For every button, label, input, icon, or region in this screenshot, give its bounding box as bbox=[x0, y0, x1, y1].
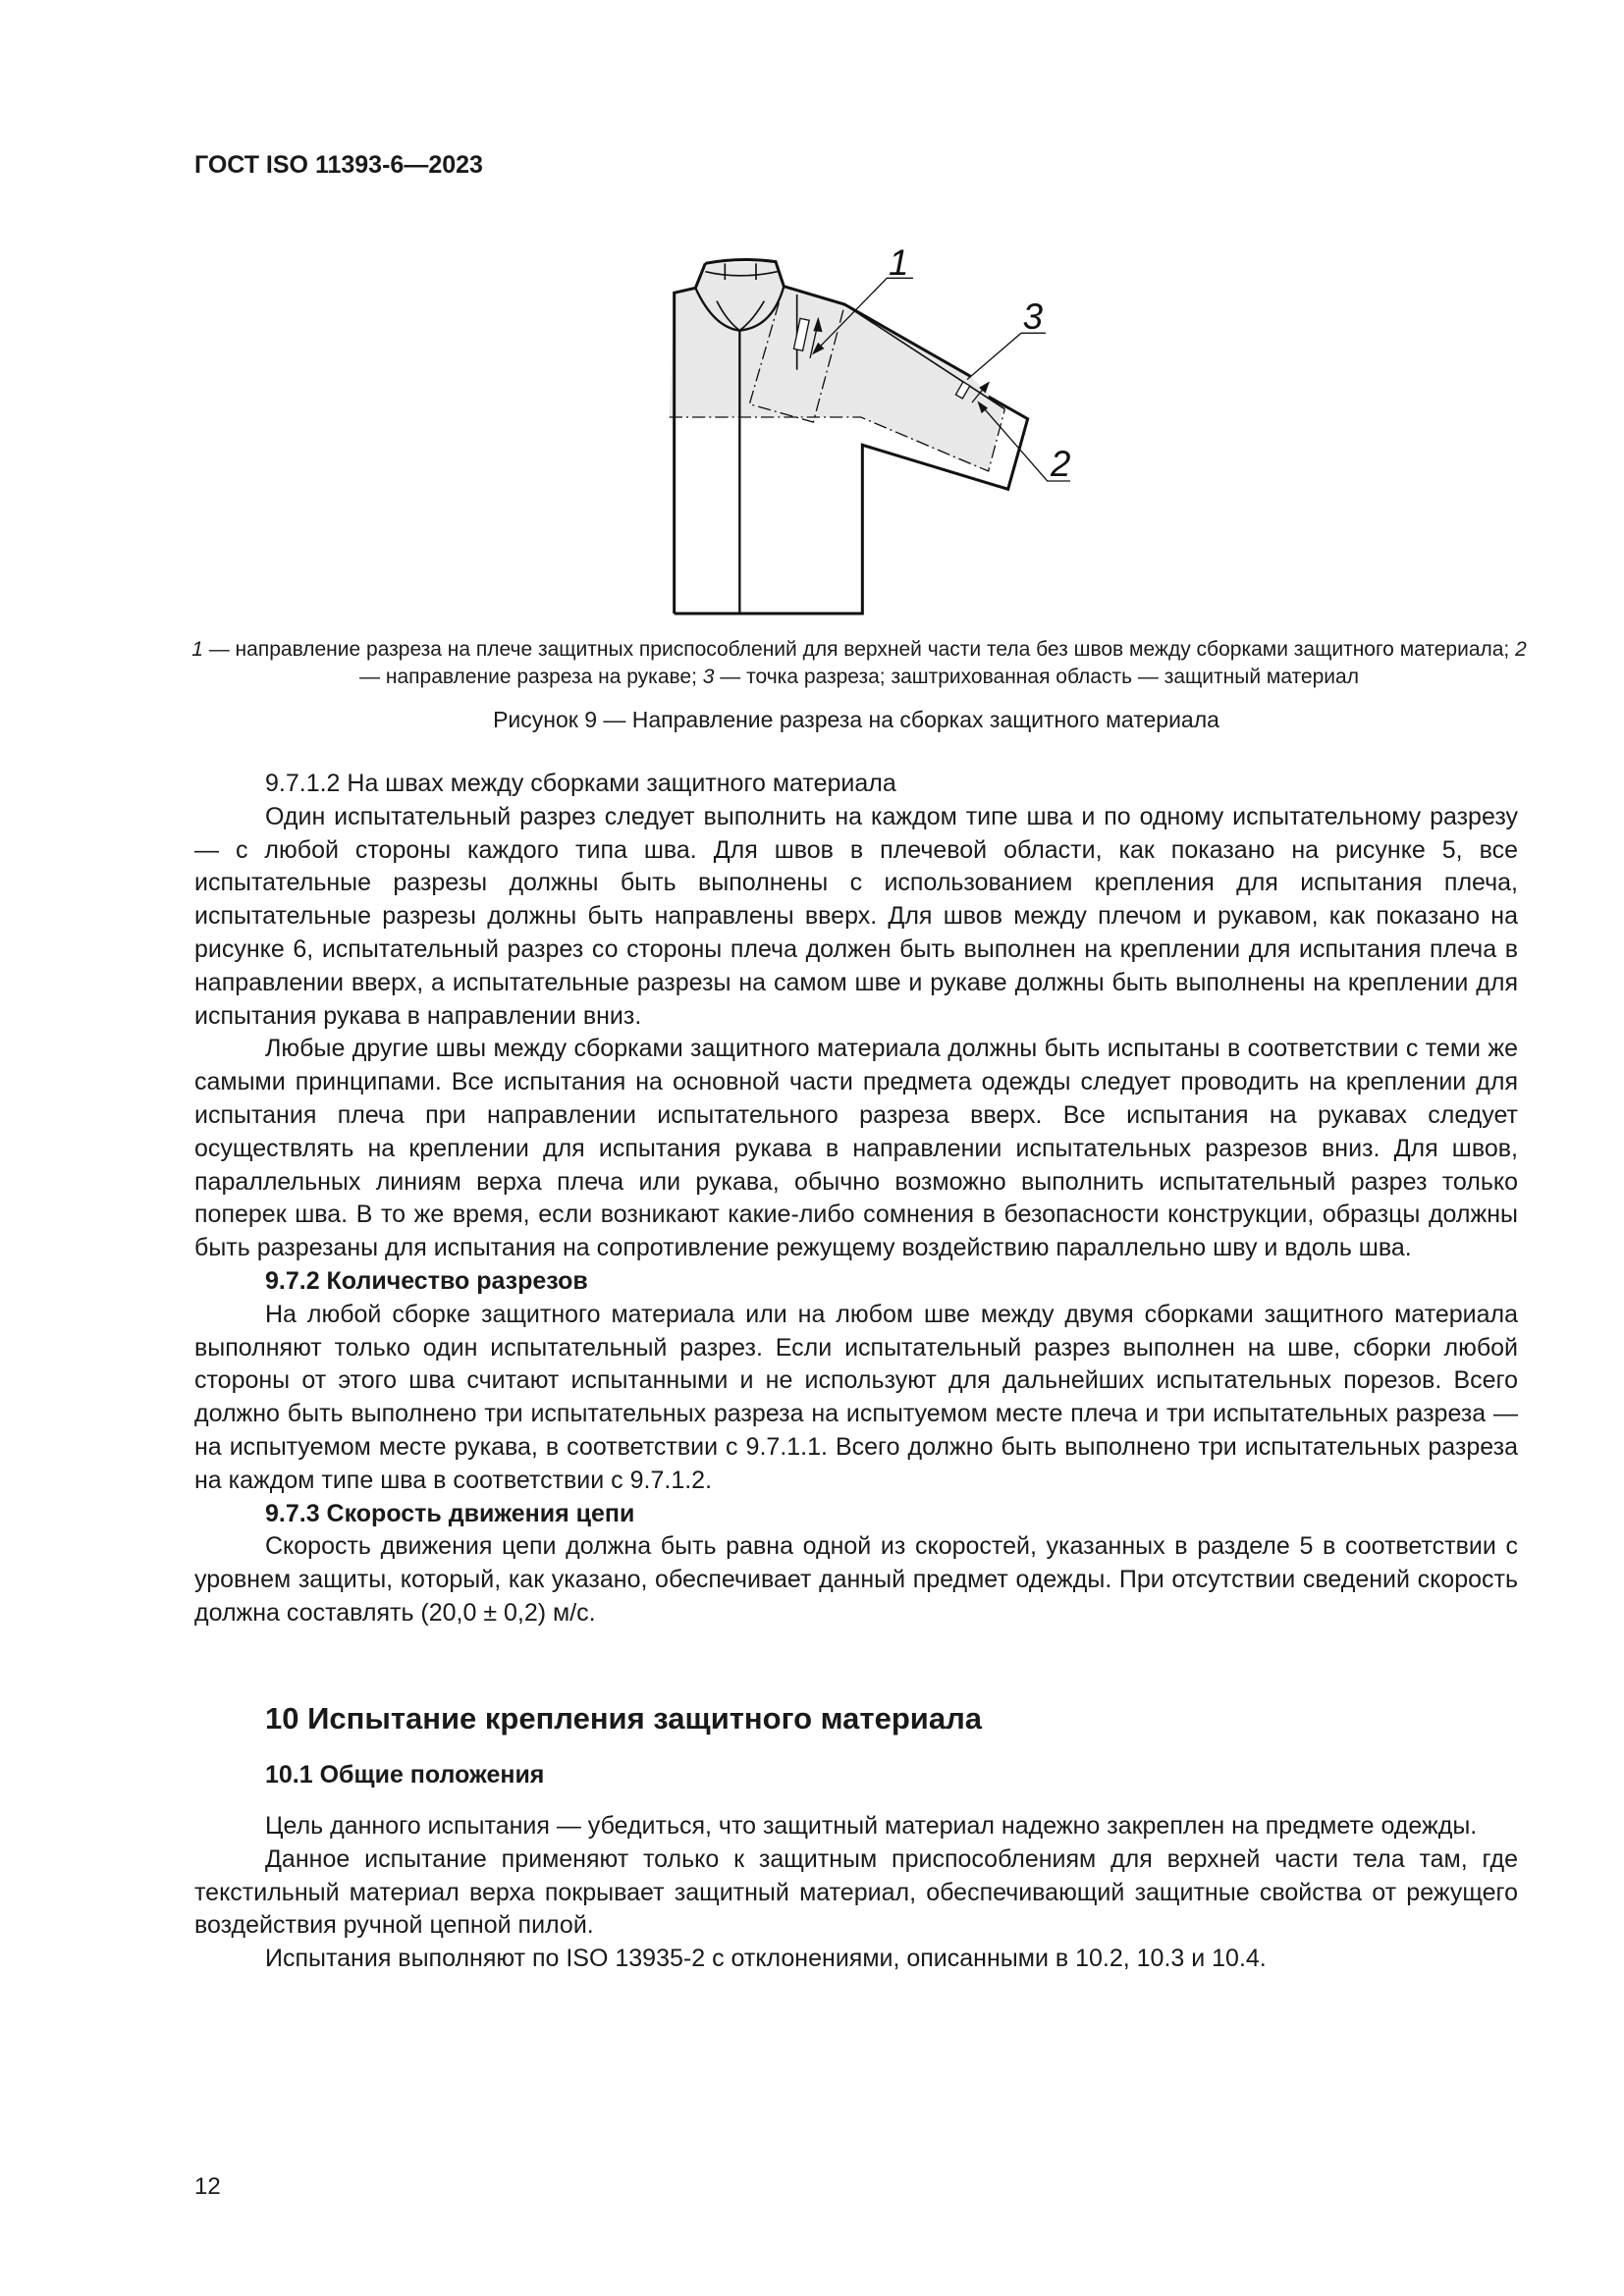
legend-text-2: — направление разреза на рукаве; bbox=[359, 666, 703, 688]
callout-1: 1 bbox=[889, 242, 909, 283]
legend-num-3: 3 bbox=[702, 666, 715, 688]
paragraph: Данное испытание применяют только к защитным приспособлениям для верхней части тела там, где текстильный материал верха покрывает защитный материал, обеспечивающий защитные свойства от режущего воздействия ручной цепной пилой. bbox=[194, 1844, 1518, 1940]
legend-num-1: 1 bbox=[191, 638, 203, 661]
heading-9-7-2: 9.7.2 Количество разрезов bbox=[265, 1266, 588, 1295]
legend-text-3: — точка разреза; заштрихованная область — защитный материал bbox=[714, 666, 1359, 688]
heading-9-7-3: 9.7.3 Скорость движения цепи bbox=[265, 1499, 635, 1527]
figure-legend bbox=[187, 636, 1532, 691]
callout-3: 3 bbox=[1022, 296, 1044, 337]
figure-caption: Рисунок 9 — Направление разреза на сборках защитного материала bbox=[493, 707, 1219, 732]
paragraph: Цель данного испытания — убедиться, что защитный материал надежно закреплен на предмете одежды. bbox=[265, 1812, 1478, 1840]
section-10-1-body bbox=[194, 1810, 1518, 1976]
section-10-heading: 10 Испытание крепления защитного материала bbox=[265, 1701, 982, 1735]
heading-10-1: 10.1 Общие положения bbox=[265, 1761, 545, 1789]
paragraph: Испытания выполняют по ISO 13935-2 с отклонениями, описанными в 10.2, 10.3 и 10.4. bbox=[265, 1945, 1267, 1973]
paragraph: Один испытательный разрез следует выполнить на каждом типе шва и по одному испытательному разрезу — с любой стороны каждого типа шва. Для швов в плечевой области, как показано на рисунке 5, все испытательные разрезы должны быть выполнены с использованием крепления для испытания плеча, испытательные разрезы должны быть направлены вверх. Для швов между плечом и рукавом, как показано на рисунке 6, испытательный разрез со стороны плеча должен быть выполнен на креплении для испытания плеча в направлении вверх, а испытательные разрезы на самом шве и рукаве должны быть выполнены на креплении для испытания рукава в направлении вниз. bbox=[194, 802, 1518, 1030]
document-header: ГОСТ ISO 11393-6—2023 bbox=[194, 151, 483, 179]
callout-2: 2 bbox=[1051, 444, 1071, 484]
legend-text-1: — направление разреза на плече защитных приспособлений для верхней части тела без швов между сборками защитного материала; bbox=[202, 638, 1516, 661]
figure-9-jacket-diagram bbox=[648, 236, 1100, 628]
section-9-7-body bbox=[194, 768, 1518, 1630]
paragraph: Скорость движения цепи должна быть равна одной из скоростей, указанных в разделе 5 в соответствии с уровнем защиты, который, как указано, обеспечивает данный предмет одежды. При отсутствии сведений скорость должна составлять (20,0 ± 0,2) м/с. bbox=[194, 1532, 1518, 1627]
heading-9-7-1-2: 9.7.1.2 На швах между сборками защитного материала bbox=[265, 770, 896, 797]
paragraph: Любые другие швы между сборками защитного материала должны быть испытаны в соответствии с теми же самыми принципами. Все испытания на основной части предмета одежды следует проводить на креплении для испытания плеча при направлении испытательного разреза вверх. Все испытания на рукавах следует осуществлять на креплении для испытания рукава в направлении испытательных разрезов вниз. Для швов, параллельных линиям верха плеча или рукава, обычно возможно выполнить испытательный разрез только поперек шва. В то же время, если возникают какие-либо сомнения в безопасности конструкции, образцы должны быть разрезаны для испытания на сопротивление режущему воздействию параллельно шву и вдоль шва. bbox=[194, 1035, 1518, 1262]
page-number: 12 bbox=[194, 2173, 221, 2200]
legend-num-2: 2 bbox=[1515, 638, 1527, 661]
paragraph: На любой сборке защитного материала или на любом шве между двумя сборками защитного материала выполняют только один испытательный разрез. Если испытательный разрез выполнен на шве, сборки любой стороны от этого шва считают испытанными и не используют для дальнейших испытательных порезов. Всего должно быть выполнено три испытательных разреза на испытуемом месте плеча и три испытательных разреза — на испытуемом месте рукава, в соответствии с 9.7.1.1. Всего должно быть выполнено три испытательных разреза на каждом типе шва в соответствии с 9.7.1.2. bbox=[194, 1300, 1518, 1494]
